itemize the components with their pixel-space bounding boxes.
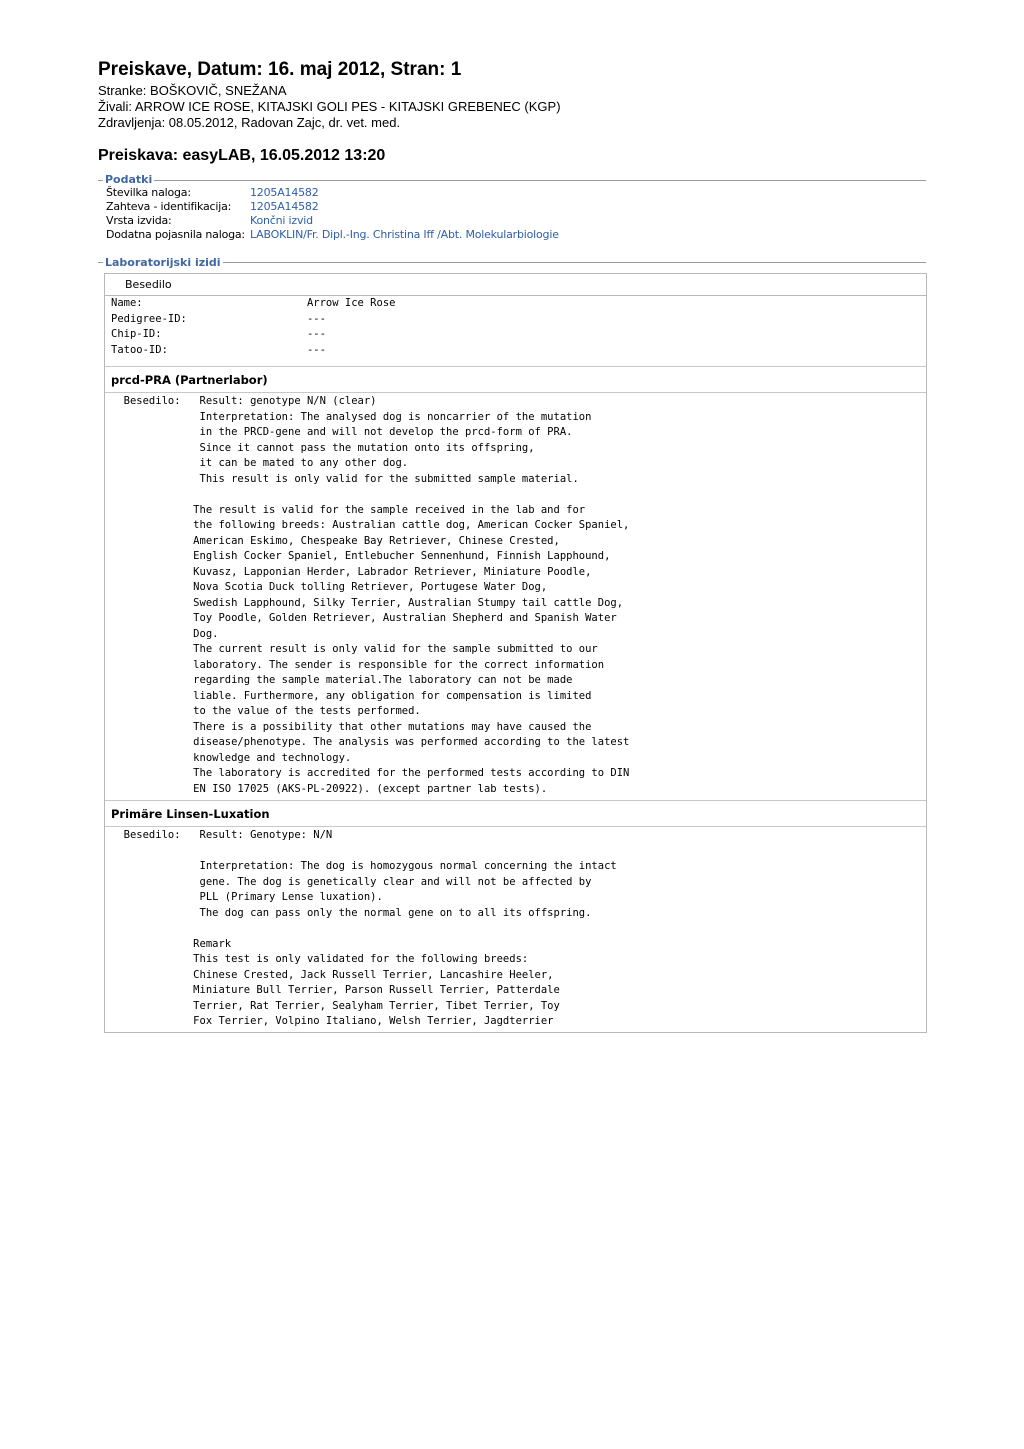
- lab-results-legend: Laboratorijski izidi: [105, 256, 221, 269]
- podatki-legend: Podatki: [105, 173, 153, 186]
- podatki-divider: [98, 180, 926, 181]
- request-id-value: 1205A14582: [250, 200, 319, 213]
- request-id-label: Zahteva - identifikacija:: [106, 200, 232, 213]
- page-title: Preiskave, Datum: 16. maj 2012, Stran: 1: [98, 59, 462, 80]
- report-type-label: Vrsta izvida:: [106, 214, 172, 227]
- identity-block: Name: Arrow Ice Rose Pedigree-ID: --- Chip-ID: --- Tatoo-ID: ---: [111, 297, 396, 356]
- order-number-label: Številka naloga:: [106, 186, 191, 199]
- row-divider: [105, 800, 926, 801]
- order-notes-value: LABOKLIN/Fr. Dipl.-Ing. Christina Iff /Abt. Molekularbiologie: [250, 228, 559, 241]
- exam-title: Preiskava: easyLAB, 16.05.2012 13:20: [98, 147, 386, 164]
- test-result-prcd-pra: Besedilo: Result: genotype N/N (clear) Interpretation: The analysed dog is noncarrier of the mutation in the PRCD-gene and will not develop the prcd-form of PRA. Since it cannot pass the mutation onto its offspring, it can be mated to any other dog. This result is only valid for the submitted sample material. The result is valid for the sample received in the lab and for the following breeds: Australian cattle dog, American Cocker Spaniel, American Eskimo, Chespeake Bay Retriever, Chinese Crested, English Cocker Spaniel, Entlebucher Sennenhund, Finnish Lapphound, Kuvasz, Lapponian Herder, Labrador Retriever, Miniature Poodle, Nova Scotia Duck tolling Retriever, Portugese Water Dog, Swedish Lapphound, Silky Terrier, Australian Stumpy tail cattle Dog, Toy Poodle, Golden Retriever, Australian Shepherd and Spanish Water Dog. The current result is only valid for the sample submitted to our laboratory. The sender is responsible for the correct information regarding the sample material.The laboratory can not be made liable. Furthermore, any obligation for compensation is limited to the value of the tests performed. There is a possibility that other mutations may have caused the disease/phenotype. The analysis was performed according to the latest knowledge and technology. The laboratory is accredited for the performed tests according to DIN EN ISO 17025 (AKS-PL-20922). (except partner lab tests).: [123, 395, 630, 795]
- test-title-linsen-luxation: Primäre Linsen-Luxation: [111, 807, 270, 821]
- order-number-value: 1205A14582: [250, 186, 319, 199]
- report-type-value: Končni izvid: [250, 214, 313, 227]
- column-header: [105, 274, 926, 296]
- test-title-prcd-pra: prcd-PRA (Partnerlabor): [111, 373, 268, 387]
- order-notes-label: Dodatna pojasnila naloga:: [106, 228, 245, 241]
- client-line: Stranke: BOŠKOVIČ, SNEŽANA: [98, 83, 287, 98]
- animal-line: Živali: ARROW ICE ROSE, KITAJSKI GOLI PES - KITAJSKI GREBENEC (KGP): [98, 99, 561, 114]
- row-divider: [105, 826, 926, 827]
- row-divider: [105, 392, 926, 393]
- row-divider: [105, 366, 926, 367]
- lab-results-table: [104, 273, 927, 1033]
- treatment-line: Zdravljenja: 08.05.2012, Radovan Zajc, dr. vet. med.: [98, 115, 401, 130]
- test-result-linsen-luxation: Besedilo: Result: Genotype: N/N Interpretation: The dog is homozygous normal concerning the intact gene. The dog is genetically clear and will not be affected by PLL (Primary Lense luxation). The dog can pass only the normal gene on to all its offspring. Remark This test is only validated for the following breeds: Chinese Crested, Jack Russell Terrier, Lancashire Heeler, Miniature Bull Terrier, Parson Russell Terrier, Patterdale Terrier, Rat Terrier, Sealyham Terrier, Tibet Terrier, Toy Fox Terrier, Volpino Italiano, Welsh Terrier, Jagdterrier: [123, 829, 617, 1027]
- column-header-label: Besedilo: [125, 278, 172, 291]
